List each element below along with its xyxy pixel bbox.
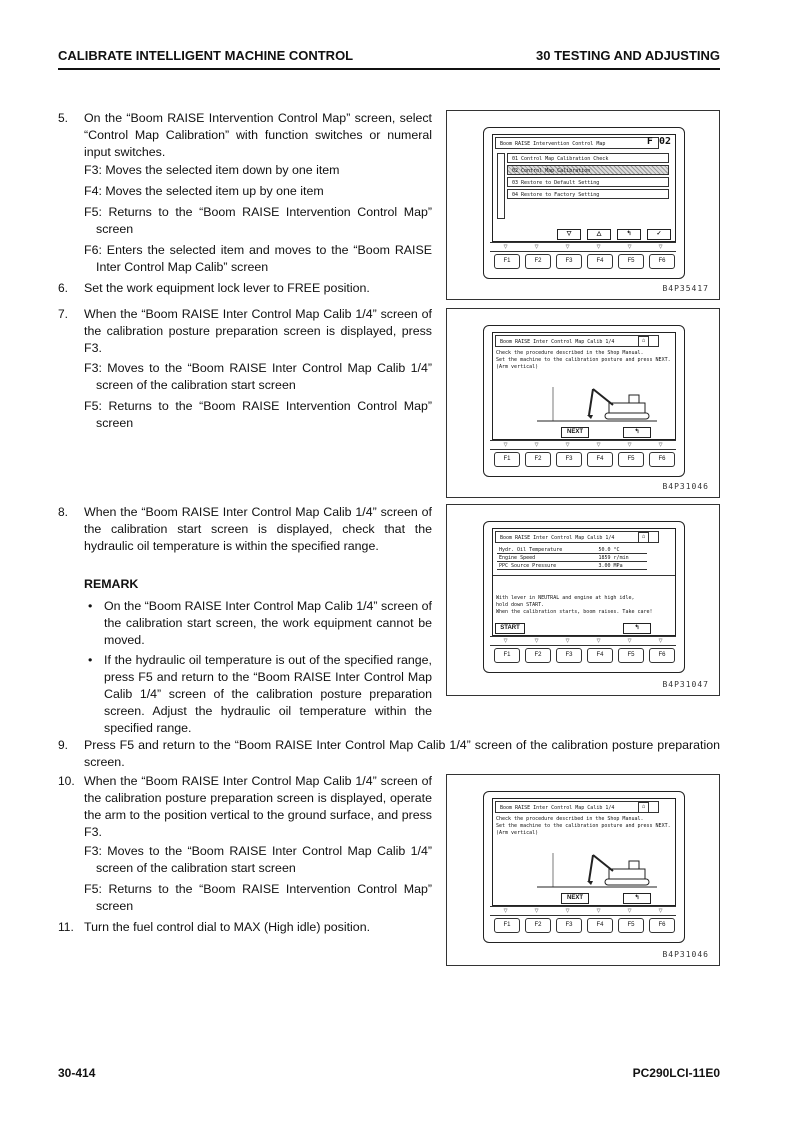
f3-key: F3 [556, 452, 582, 467]
screen-message: With lever in NEUTRAL and engine at high idle, hold down START. When the calibration starts, boom raises. Take care! [496, 595, 653, 615]
monitor-screen [492, 134, 676, 242]
back-softkey: ↰ [623, 427, 651, 438]
scrollbar [497, 153, 505, 219]
table-row: PPC Source Pressure 3.00 MPa [497, 562, 647, 570]
screen-title: Boom RAISE Inter Control Map Calib 1/4 [495, 335, 659, 347]
home-icon: ⌂ [638, 532, 649, 543]
down-softkey: ▽ [557, 229, 581, 240]
home-icon: ⌂ [638, 336, 649, 347]
page-number: 30-414 [58, 1066, 96, 1080]
back-softkey: ↰ [623, 893, 651, 904]
readings-table [497, 546, 647, 570]
start-softkey: START [495, 623, 525, 634]
f6-key: F6 [649, 254, 675, 269]
back-softkey: ↰ [617, 229, 641, 240]
f6-key: F6 [649, 648, 675, 663]
f5-key: F5 [618, 918, 644, 933]
f6-key: F6 [649, 918, 675, 933]
sub-item: F6: Enters the selected item and moves to the “Boom RAISE Inter Control Map Calib” screen [84, 243, 432, 274]
sub-item: F5: Returns to the “Boom RAISE Intervention Control Map” screen [84, 399, 432, 430]
f4-key: F4 [587, 452, 613, 467]
f3-key: F3 [556, 648, 582, 663]
monitor-screen [492, 528, 676, 636]
function-keys [490, 254, 676, 276]
arrow-strip: ▽ ▽ ▽ ▽ ▽ ▽ [490, 906, 676, 916]
screen-title: Boom RAISE Intervention Control Map [495, 137, 659, 149]
screen-title: Boom RAISE Inter Control Map Calib 1/4 [495, 801, 659, 813]
header-chapter-title: 30 TESTING AND ADJUSTING [536, 48, 720, 63]
step-number: 10. [58, 774, 75, 788]
arrow-strip: ▽ ▽ ▽ ▽ ▽ ▽ [490, 440, 676, 450]
menu-item: 03 Restore to Default Setting [507, 177, 669, 187]
figure-code: B4P31046 [662, 950, 709, 959]
f2-key: F2 [525, 452, 551, 467]
monitor-screen [492, 798, 676, 906]
f3-key: F3 [556, 918, 582, 933]
monitor-panel [483, 325, 685, 477]
model-code: PC290LCI-11E0 [632, 1066, 720, 1080]
monitor-panel [483, 521, 685, 673]
sub-item: F3: Moves the selected item down by one item [84, 163, 340, 177]
f1-key: F1 [494, 452, 520, 467]
f2-key: F2 [525, 918, 551, 933]
menu-item-selected: 02 Control Map Calibration [507, 165, 669, 175]
next-softkey: NEXT [561, 427, 589, 438]
step-text: When the “Boom RAISE Inter Control Map Calib 1/4” screen of the calibration posture preparation screen is displayed, press F3. [84, 307, 432, 355]
page-header [58, 48, 720, 70]
function-keys [490, 648, 676, 670]
screen-title: Boom RAISE Inter Control Map Calib 1/4 [495, 531, 659, 543]
step-5-subs [84, 162, 432, 276]
figure-calib-posture [446, 308, 720, 498]
up-softkey: △ [587, 229, 611, 240]
f4-key: F4 [587, 648, 613, 663]
figure-calib-start [446, 504, 720, 696]
sub-item: F5: Returns to the “Boom RAISE Intervention Control Map” screen [84, 205, 432, 236]
home-icon: ⌂ [638, 802, 649, 813]
excavator-illustration [533, 377, 663, 425]
step-7-subs [84, 360, 432, 432]
screen-message: Check the procedure described in the Shop Manual. Set the machine to the calibration posture and press NEXT. (Arm vertical) [496, 816, 671, 836]
f1-key: F1 [494, 918, 520, 933]
sub-item: F3: Moves to the “Boom RAISE Inter Control Map Calib 1/4” screen of the calibration start screen [84, 361, 432, 392]
f6-key: F6 [649, 452, 675, 467]
step-number: 9. [58, 738, 69, 752]
f2-key: F2 [525, 648, 551, 663]
monitor-screen [492, 332, 676, 440]
figure-code: B4P31046 [662, 482, 709, 491]
figure-code: B4P35417 [662, 284, 709, 293]
step-10-subs [84, 843, 432, 915]
menu-item: 01 Control Map Calibration Check [507, 153, 669, 163]
table-row: Engine Speed 1859 r/min [497, 554, 647, 562]
figure-calib-posture-2 [446, 774, 720, 966]
step-number: 7. [58, 307, 69, 321]
f4-key: F4 [587, 918, 613, 933]
step-text: Turn the fuel control dial to MAX (High idle) position. [84, 920, 371, 934]
bullet-text: On the “Boom RAISE Inter Control Map Calib 1/4” screen of the calibration start screen, the work equipment cannot be moved. [104, 599, 432, 647]
f3-key: F3 [556, 254, 582, 269]
table-row: Hydr. Oil Temperature 50.0 °C [497, 546, 647, 554]
menu-item: 04 Restore to Factory Setting [507, 189, 669, 199]
arrow-strip: ▽ ▽ ▽ ▽ ▽ ▽ [490, 242, 676, 252]
remark-heading: REMARK [84, 577, 139, 591]
monitor-panel [483, 127, 685, 279]
figure-monitor-control-map [446, 110, 720, 300]
f5-key: F5 [618, 254, 644, 269]
step-number: 11. [58, 920, 74, 934]
monitor-panel [483, 791, 685, 943]
sub-item: F3: Moves to the “Boom RAISE Inter Control Map Calib 1/4” screen of the calibration start screen [84, 844, 432, 875]
enter-softkey: ✓ [647, 229, 671, 240]
figure-code: B4P31047 [662, 680, 709, 689]
step-text: When the “Boom RAISE Inter Control Map Calib 1/4” screen of the calibration posture preparation screen is displayed, operate the arm to the position vertical to the ground surface, and press F3. [84, 774, 432, 839]
sub-item: F4: Moves the selected item up by one item [84, 184, 324, 198]
step-text: When the “Boom RAISE Inter Control Map Calib 1/4” screen of the calibration start screen is displayed, check that the hydraulic oil temperature is within the specified range. [84, 505, 432, 553]
step-text: Set the work equipment lock lever to FREE position. [84, 281, 370, 295]
function-keys [490, 452, 676, 474]
excavator-illustration [533, 843, 663, 891]
f1-key: F1 [494, 648, 520, 663]
step-number: 8. [58, 505, 69, 519]
step-number: 5. [58, 111, 69, 125]
step-number: 6. [58, 281, 69, 295]
f4-key: F4 [587, 254, 613, 269]
f5-key: F5 [618, 648, 644, 663]
screen-message: Check the procedure described in the Shop Manual. Set the machine to the calibration posture and press NEXT. (Arm vertical) [496, 350, 671, 370]
f1-key: F1 [494, 254, 520, 269]
back-softkey: ↰ [623, 623, 651, 634]
step-text: On the “Boom RAISE Intervention Control Map” screen, select “Control Map Calibration” with function switches or numeral input switches. [84, 111, 432, 159]
bullet-text: If the hydraulic oil temperature is out of the specified range, press F5 and return to the “Boom RAISE Inter Control Map Calib 1/4” screen of the calibration posture preparation screen. Adjust the hydraulic oil temperature within the specified range. [104, 653, 432, 735]
f5-key: F5 [618, 452, 644, 467]
screen-number: F 02 [646, 136, 671, 147]
f2-key: F2 [525, 254, 551, 269]
header-section-title: CALIBRATE INTELLIGENT MACHINE CONTROL [58, 48, 354, 63]
arrow-strip: ▽ ▽ ▽ ▽ ▽ ▽ [490, 636, 676, 646]
next-softkey: NEXT [561, 893, 589, 904]
step-text: Press F5 and return to the “Boom RAISE Inter Control Map Calib 1/4” screen of the calibration posture preparation screen. [84, 738, 720, 769]
sub-item: F5: Returns to the “Boom RAISE Intervention Control Map” screen [84, 882, 432, 913]
function-keys [490, 918, 676, 940]
